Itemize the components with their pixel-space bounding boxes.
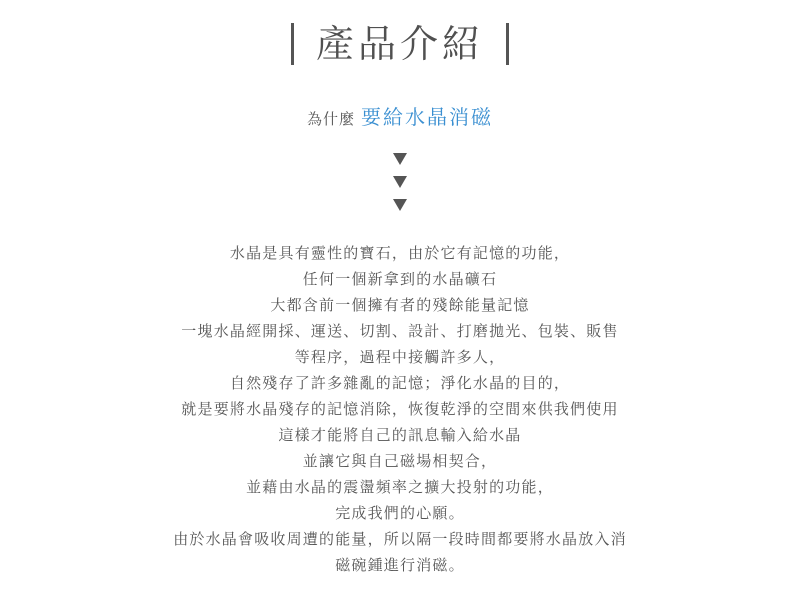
subtitle-highlight: 要給水晶消磁 [361, 105, 493, 129]
subtitle-prefix: 為什麼 [306, 110, 355, 128]
description-line: 由於水晶會吸收周遭的能量，所以隔一段時間都要將水晶放入消 [173, 530, 627, 548]
description-line: 完成我們的心願。 [335, 504, 465, 522]
description-line: 磁碗鍾進行消磁。 [335, 556, 465, 574]
description [0, 240, 800, 578]
description-line: 並讓它與自己磁場相契合， [302, 452, 498, 470]
description-line: 這樣才能將自己的訊息輸入給水晶 [278, 426, 522, 444]
title-right-bar [506, 23, 509, 65]
description-line: 自然殘存了許多雜亂的記憶；淨化水晶的目的， [229, 374, 571, 392]
description-line: 等程序，過程中接觸許多人， [294, 348, 506, 366]
page-title: 產品介紹 [315, 22, 484, 66]
down-arrows [0, 148, 800, 217]
description-line: 並藉由水晶的震盪頻率之擴大投射的功能， [246, 478, 554, 496]
down-triangle-icon [393, 153, 407, 165]
down-triangle-icon [393, 176, 407, 188]
section-heading [0, 14, 800, 74]
down-triangle-icon [393, 199, 407, 211]
description-line: 就是要將水晶殘存的記憶消除，恢復乾淨的空間來供我們使用 [181, 400, 619, 418]
description-line: 任何一個新拿到的水晶礦石 [302, 270, 498, 288]
subtitle [0, 100, 800, 136]
description-line: 水晶是具有靈性的寶石，由於它有記憶的功能， [229, 244, 571, 262]
description-line: 大都含前一個擁有者的殘餘能量記憶 [270, 296, 530, 314]
description-line: 一塊水晶經開採、運送、切割、設計、打磨拋光、包裝、販售 [181, 322, 619, 340]
